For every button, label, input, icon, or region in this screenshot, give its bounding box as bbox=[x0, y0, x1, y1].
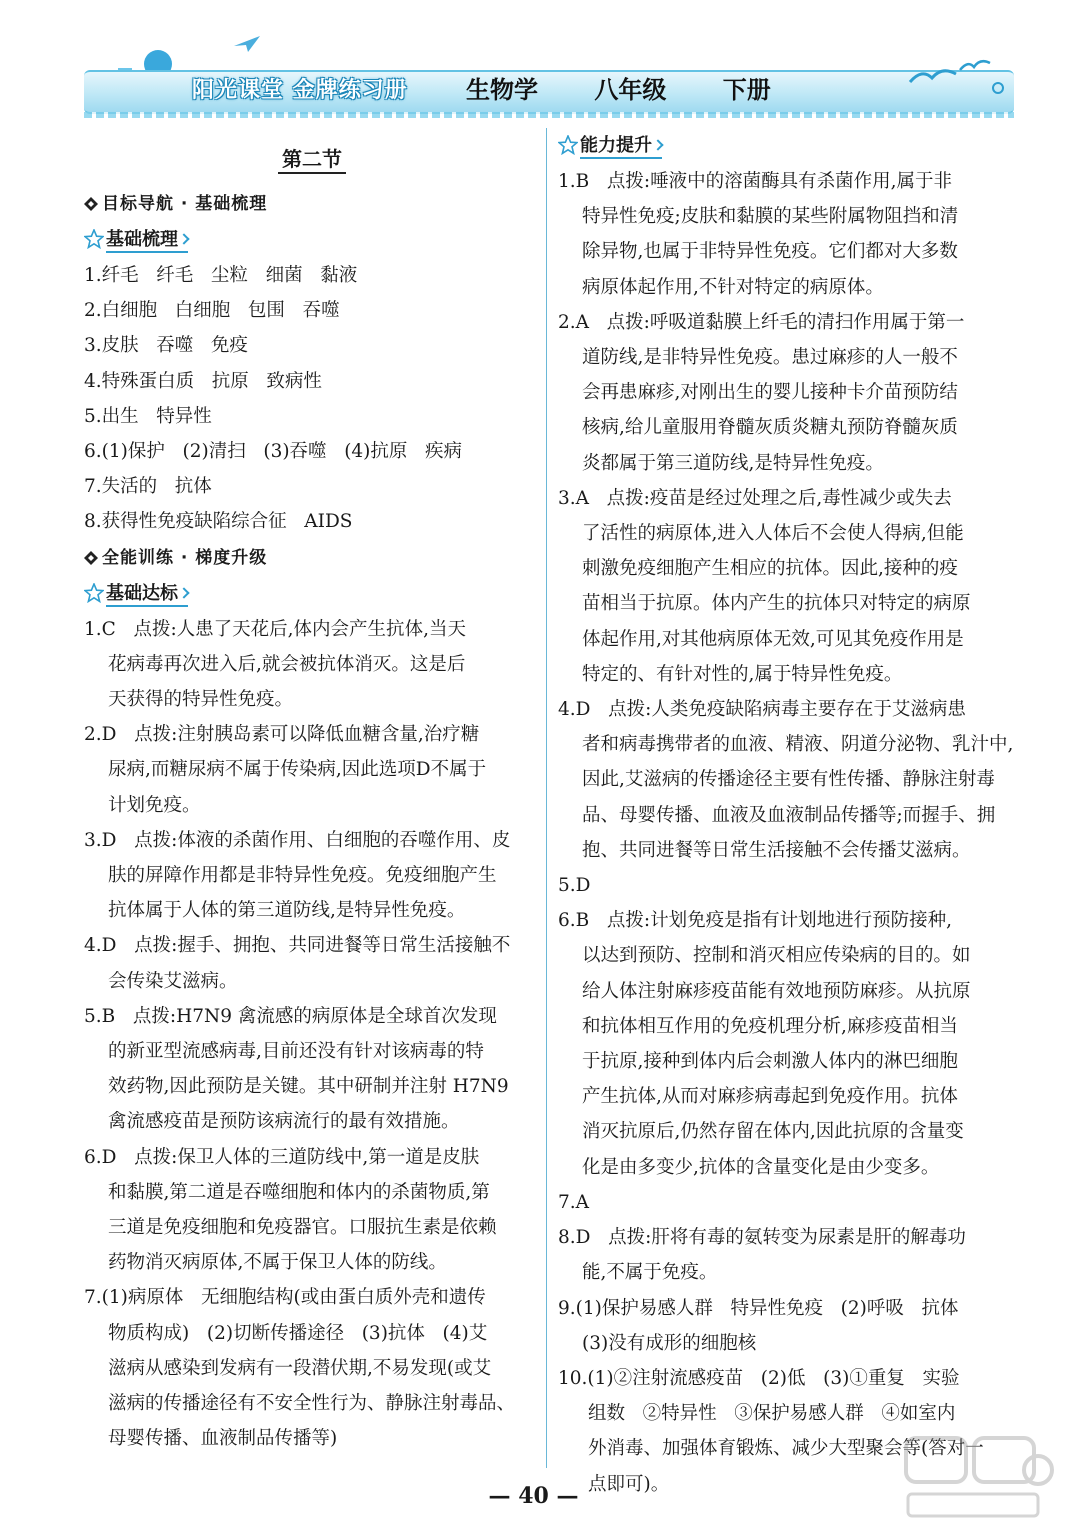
ability-answers-list bbox=[558, 164, 1018, 1502]
diamond-bullet-icon bbox=[84, 551, 98, 565]
answer-line: 三道是免疫细胞和免疫器官。口服抗生素是依赖 bbox=[108, 1217, 497, 1239]
answer-line: 花病毒再次进入后,就会被抗体消灭。这是后 bbox=[108, 653, 466, 675]
tag-basic-standard: 基础达标 bbox=[84, 576, 540, 612]
basics-item: 6.(1)保护 (2)清扫 (3)吞噬 (4)抗原 疾病 bbox=[84, 441, 463, 463]
answer-line: 会传染艾滋病。 bbox=[108, 970, 238, 992]
subhead-all-round-training: 全能训练 · 梯度升级 bbox=[84, 540, 540, 576]
answer-item bbox=[84, 1140, 540, 1281]
answer-item bbox=[84, 928, 540, 998]
tag-ability-improvement: 能力提升 bbox=[558, 128, 1018, 164]
star-icon bbox=[84, 229, 104, 249]
answer-line: 肤的屏障作用都是非特异性免疫。免疫细胞产生 bbox=[108, 865, 497, 887]
answer-line: 8.D 点拨:肝将有毒的氨转变为尿素是肝的解毒功 bbox=[558, 1227, 966, 1249]
answer-line: 滋病从感染到发病有一段潜伏期,不易发现(或艾 bbox=[108, 1357, 492, 1379]
answer-item bbox=[558, 903, 1018, 1185]
answer-line: 给人体注射麻疹疫苗能有效地预防麻疹。从抗原 bbox=[582, 980, 971, 1002]
subhead-goal-navigation: 目标导航 · 基础梳理 bbox=[84, 186, 540, 222]
answer-line: 体起作用,对其他病原体无效,可见其免疫作用是 bbox=[582, 628, 964, 650]
answer-item bbox=[558, 481, 1018, 692]
section-title: 第二节 bbox=[84, 142, 540, 176]
answer-line: 天获得的特异性免疫。 bbox=[108, 689, 294, 711]
basics-item: 5.出生 特异性 bbox=[84, 405, 212, 427]
answer-line: 物质构成) (2)切断传播途径 (3)抗体 (4)艾 bbox=[108, 1322, 488, 1344]
answer-line: (3)没有成形的细胞核 bbox=[582, 1332, 757, 1354]
answer-item bbox=[84, 612, 540, 718]
answer-line: 7.A bbox=[558, 1191, 590, 1213]
basics-item: 2.白细胞 白细胞 包围 吞噬 bbox=[84, 300, 340, 322]
watermark-logo-icon bbox=[898, 1428, 1058, 1528]
basics-item: 8.获得性免疫缺陷综合征 AIDS bbox=[84, 511, 353, 533]
answer-line: 者和病毒携带者的血液、精液、阴道分泌物、乳汁中, bbox=[582, 734, 1014, 756]
answer-line: 和抗体相互作用的免疫机理分析,麻疹疫苗相当 bbox=[582, 1015, 958, 1037]
answer-line: 核病,给儿童服用脊髓灰质炎糖丸预防脊髓灰质 bbox=[582, 417, 958, 439]
answer-line: 3.A 点拨:疫苗是经过处理之后,毒性减少或失去 bbox=[558, 487, 952, 509]
answer-line: 10.(1)②注射流感疫苗 (2)低 (3)①重复 实验 bbox=[558, 1367, 960, 1389]
answer-line: 因此,艾滋病的传播途径主要有性传播、静脉注射毒 bbox=[582, 769, 995, 791]
answer-line: 组数 ②特异性 ③保护易感人群 ④如室内 bbox=[588, 1403, 956, 1425]
answer-line: 化是由多变少,抗体的含量变化是由少变多。 bbox=[582, 1156, 940, 1178]
answer-line: 4.D 点拨:人类免疫缺陷病毒主要存在于艾滋病患 bbox=[558, 699, 966, 721]
answer-line: 抗体属于人体的第三道防线,是特异性免疫。 bbox=[108, 900, 466, 922]
answer-line: 滋病的传播途径有不安全性行为、静脉注射毒品、 bbox=[108, 1393, 516, 1415]
answer-line: 药物消灭病原体,不属于保卫人体的防线。 bbox=[108, 1252, 447, 1274]
diamond-bullet-icon bbox=[84, 197, 98, 211]
basics-item: 4.特殊蛋白质 抗原 致病性 bbox=[84, 370, 322, 392]
answer-line: 5.D bbox=[558, 875, 591, 897]
answer-line: 9.(1)保护易感人群 特异性免疫 (2)呼吸 抗体 bbox=[558, 1297, 959, 1319]
answer-item bbox=[558, 1185, 1018, 1220]
answer-item bbox=[558, 692, 1018, 868]
answer-line: 5.B 点拨:H7N9 禽流感的病原体是全球首次发现 bbox=[84, 1005, 497, 1027]
answer-line: 品、母婴传播、血液及血液制品传播等;而握手、拥 bbox=[582, 804, 996, 826]
answer-line: 点即可)。 bbox=[588, 1473, 670, 1495]
book-info bbox=[466, 73, 797, 107]
basics-list bbox=[84, 258, 540, 540]
answer-item bbox=[84, 823, 540, 929]
basic-answers-list bbox=[84, 612, 540, 1457]
answer-line: 1.B 点拨:唾液中的溶菌酶具有杀菌作用,属于非 bbox=[558, 171, 953, 192]
answer-line: 尿病,而糖尿病不属于传染病,因此选项D不属于 bbox=[108, 759, 487, 781]
answer-line: 以达到预防、控制和消灭相应传染病的目的。如 bbox=[582, 945, 971, 967]
answer-item bbox=[558, 1220, 1018, 1290]
page-number: — 40 — bbox=[488, 1483, 579, 1509]
answer-line: 炎都属于第三道防线,是特异性免疫。 bbox=[582, 452, 884, 474]
answer-line: 特定的、有针对性的,属于特异性免疫。 bbox=[582, 663, 903, 685]
subject-label: 生物学 bbox=[466, 76, 538, 104]
basics-item: 7.失活的 抗体 bbox=[84, 476, 212, 498]
answer-line: 病原体起作用,不针对特定的病原体。 bbox=[582, 276, 884, 298]
answer-item bbox=[558, 305, 1018, 481]
answer-line: 刺激免疫细胞产生相应的抗体。因此,接种的疫 bbox=[582, 558, 958, 580]
left-column bbox=[84, 128, 540, 1457]
answer-line: 了活性的病原体,进入人体后不会使人得病,但能 bbox=[582, 523, 964, 545]
star-icon bbox=[558, 135, 578, 155]
answer-item bbox=[84, 999, 540, 1140]
answer-item bbox=[84, 717, 540, 823]
answer-line: 消灭抗原后,仍然存留在体内,因此抗原的含量变 bbox=[582, 1121, 964, 1143]
basics-item: 1.纤毛 纤毛 尘粒 细菌 黏液 bbox=[84, 265, 358, 286]
banner-ribbon bbox=[84, 112, 1014, 118]
answer-line: 外消毒、加强体育锻炼、减少大型聚会等(答对一 bbox=[588, 1438, 984, 1460]
page-header bbox=[0, 0, 1067, 135]
answer-line: 2.D 点拨:注射胰岛素可以降低血糖含量,治疗糖 bbox=[84, 724, 480, 746]
answer-item bbox=[558, 164, 1018, 305]
star-icon bbox=[84, 583, 104, 603]
answer-line: 7.(1)病原体 无细胞结构(或由蛋白质外壳和遗传 bbox=[84, 1287, 486, 1309]
answer-line: 计划免疫。 bbox=[108, 794, 201, 816]
answer-line: 和黏膜,第二道是吞噬细胞和体内的杀菌物质,第 bbox=[108, 1181, 490, 1203]
answer-line: 能,不属于免疫。 bbox=[582, 1262, 718, 1284]
answer-line: 效药物,因此预防是关键。其中研制并注射 H7N9 bbox=[108, 1076, 509, 1098]
paper-plane-icon bbox=[232, 34, 262, 54]
answer-line: 母婴传播、血液制品传播等) bbox=[108, 1428, 338, 1450]
series-title: 阳光课堂 金牌练习册 bbox=[192, 78, 408, 103]
answer-line: 的新亚型流感病毒,目前还没有针对该病毒的特 bbox=[108, 1041, 484, 1063]
answer-line: 禽流感疫苗是预防该病流行的最有效措施。 bbox=[108, 1111, 460, 1133]
answer-line: 6.B 点拨:计划免疫是指有计划地进行预防接种, bbox=[558, 910, 953, 932]
answer-line: 于抗原,接种到体内后会刺激人体内的淋巴细胞 bbox=[582, 1051, 958, 1073]
answer-line: 1.C 点拨:人患了天花后,体内会产生抗体,当天 bbox=[84, 618, 466, 640]
answer-item bbox=[558, 1291, 1018, 1361]
answer-item bbox=[84, 1280, 540, 1456]
answer-line: 3.D 点拨:体液的杀菌作用、白细胞的吞噬作用、皮 bbox=[84, 829, 511, 851]
answer-line: 特异性免疫;皮肤和黏膜的某些附属物阻挡和清 bbox=[582, 206, 959, 228]
answer-item bbox=[558, 868, 1018, 903]
answer-line: 除异物,也属于非特异性免疫。它们都对大多数 bbox=[582, 241, 958, 263]
answer-line: 产生抗体,从而对麻疹病毒起到免疫作用。抗体 bbox=[582, 1086, 958, 1108]
column-divider bbox=[546, 128, 547, 1468]
volume-label: 下册 bbox=[722, 76, 771, 104]
answer-line: 苗相当于抗原。体内产生的抗体只对特定的病原 bbox=[582, 593, 971, 615]
basics-item: 3.皮肤 吞噬 免疫 bbox=[84, 335, 248, 357]
answer-line: 会再患麻疹,对刚出生的婴儿接种卡介苗预防结 bbox=[582, 382, 958, 404]
answer-line: 道防线,是非特异性免疫。患过麻疹的人一般不 bbox=[582, 347, 958, 369]
seagulls-icon bbox=[900, 52, 1010, 102]
answer-line: 2.A 点拨:呼吸道黏膜上纤毛的清扫作用属于第一 bbox=[558, 311, 965, 333]
answer-line: 6.D 点拨:保卫人体的三道防线中,第一道是皮肤 bbox=[84, 1146, 480, 1168]
right-column bbox=[558, 128, 1018, 1502]
grade-label: 八年级 bbox=[594, 76, 667, 104]
tag-basics-review: 基础梳理 bbox=[84, 222, 540, 258]
answer-line: 抱、共同进餐等日常生活接触不会传播艾滋病。 bbox=[582, 839, 971, 861]
answer-line: 4.D 点拨:握手、拥抱、共同进餐等日常生活接触不 bbox=[84, 935, 511, 957]
